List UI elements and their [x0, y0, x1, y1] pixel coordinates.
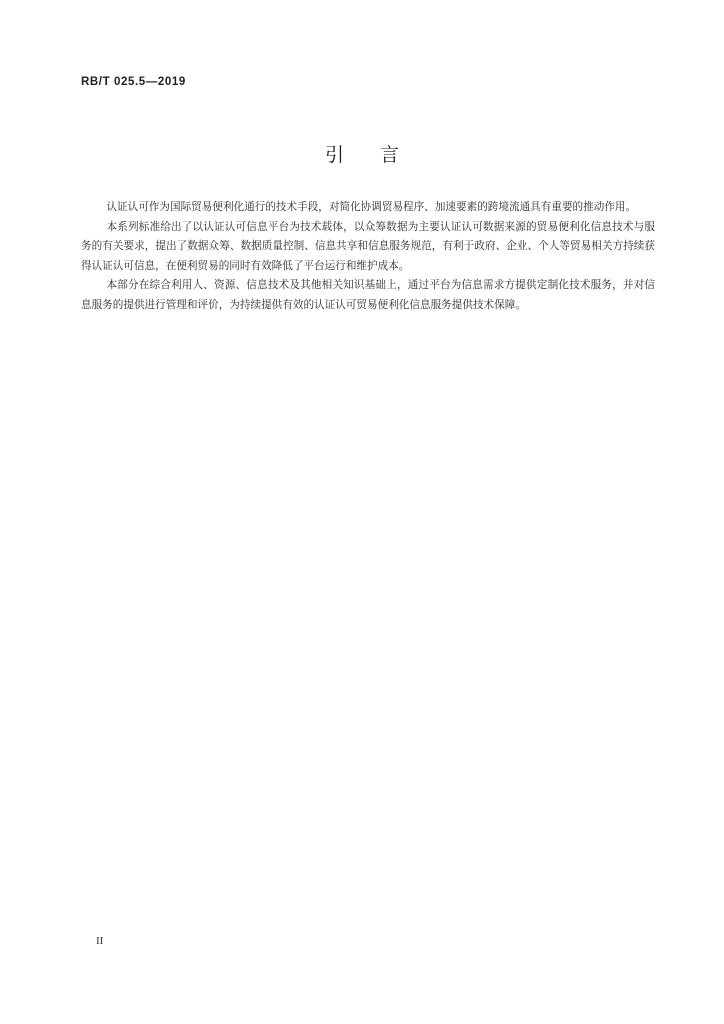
standard-code: RB/T 025.5—2019 [81, 76, 186, 88]
section-title: 引言 [324, 144, 435, 166]
body-text [81, 198, 655, 316]
paragraph: 认证认可作为国际贸易便利化通行的技术手段，对简化协调贸易程序、加速要素的跨境流通具有重要的推动作用。 [106, 201, 637, 213]
page-number: II [96, 935, 104, 947]
paragraph: 本系列标准给出了以认证认可信息平台为技术载体，以众筹数据为主要认证认可数据来源的贸易便利化信息技术与服务的有关要求，提出了数据众筹、数据质量控制、信息共享和信息服务规范，有利于政府、企业、个人等贸易相关方持续获得认证认可信息，在便利贸易的同时有效降低了平台运行和维护成本。 [81, 220, 655, 272]
paragraph: 本部分在综合利用人、资源、信息技术及其他相关知识基础上，通过平台为信息需求方提供定制化技术服务，并对信息服务的提供进行管理和评价，为持续提供有效的认证认可贸易便利化信息服务提供技术保障。 [81, 279, 655, 311]
